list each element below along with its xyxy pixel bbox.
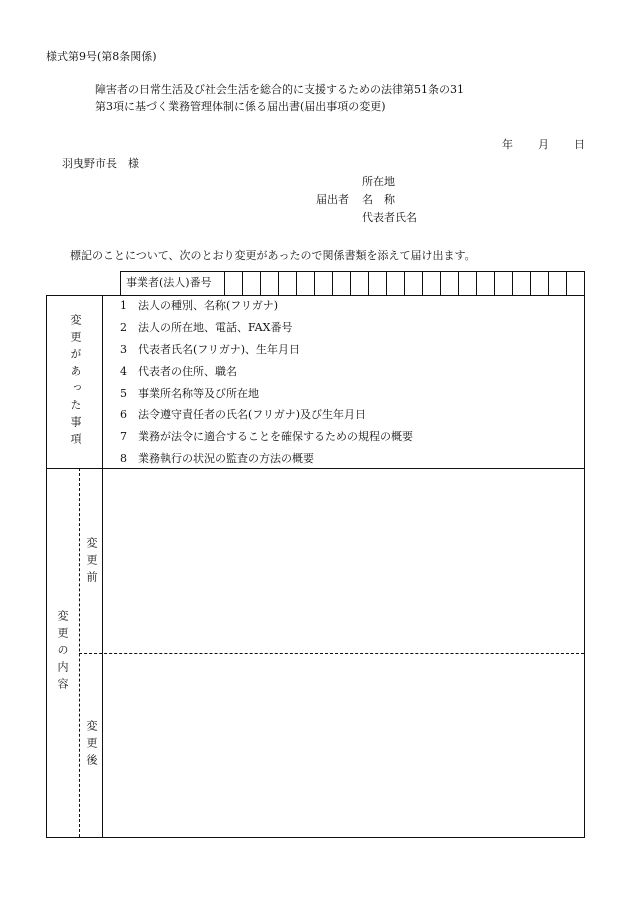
business-number-digit-box[interactable] (530, 271, 549, 295)
before-content-area[interactable] (103, 469, 583, 652)
form-number: 様式第9号(第8条関係) (46, 50, 157, 63)
business-number-digit-box[interactable] (566, 271, 585, 295)
business-number-digit-box[interactable] (458, 271, 477, 295)
list-item[interactable]: 6 法令遵守責任者の氏名(フリガナ)及び生年月日 (120, 408, 367, 421)
date-day: 日 (574, 138, 585, 151)
intro-text: 標記のことについて、次のとおり変更があったので関係書類を添えて届け出ます。 (70, 249, 476, 262)
list-item[interactable]: 5 事業所名称等及び所在地 (120, 387, 259, 400)
table-right-border (584, 271, 585, 838)
business-number-digit-box[interactable] (278, 271, 297, 295)
before-label: 変更前 (85, 537, 98, 588)
business-number-digit-box[interactable] (224, 271, 243, 295)
date-year: 年 (502, 138, 513, 151)
title-line-2: 第3項に基づく業務管理体制に係る届出書(届出事項の変更) (95, 100, 386, 113)
applicant-rep-label: 代表者氏名 (362, 211, 417, 224)
business-number-digit-box[interactable] (350, 271, 369, 295)
business-number-label: 事業者(法人)番号 (126, 276, 212, 289)
list-item[interactable]: 4 代表者の住所、職名 (120, 365, 237, 378)
business-number-digit-box[interactable] (242, 271, 261, 295)
business-number-digit-box[interactable] (314, 271, 333, 295)
after-label: 変更後 (85, 720, 98, 771)
content-dashed-horizontal (79, 653, 584, 654)
list-item[interactable]: 7 業務が法令に適合することを確保するための規程の概要 (120, 430, 413, 443)
table-top-border (46, 295, 584, 296)
business-number-digit-box[interactable] (332, 271, 351, 295)
applicant-address-label: 所在地 (362, 175, 395, 188)
applicant-name-label: 名 称 (362, 193, 395, 206)
list-item[interactable]: 3 代表者氏名(フリガナ)、生年月日 (120, 343, 301, 356)
business-number-digit-box[interactable] (296, 271, 315, 295)
business-number-digit-box[interactable] (422, 271, 441, 295)
business-number-digit-box[interactable] (260, 271, 279, 295)
business-number-digit-box[interactable] (494, 271, 513, 295)
list-item[interactable]: 8 業務執行の状況の監査の方法の概要 (120, 452, 314, 465)
list-item[interactable]: 2 法人の所在地、電話、FAX番号 (120, 321, 293, 334)
business-number-digit-box[interactable] (440, 271, 459, 295)
after-content-area[interactable] (103, 655, 583, 836)
title-line-1: 障害者の日常生活及び社会生活を総合的に支援するための法律第51条の31 (95, 83, 464, 96)
business-number-digit-box[interactable] (404, 271, 423, 295)
date-month: 月 (538, 138, 549, 151)
business-number-digit-box[interactable] (476, 271, 495, 295)
business-number-digit-box[interactable] (386, 271, 405, 295)
table-bottom-border (46, 837, 584, 838)
addressee: 羽曳野市長 様 (62, 157, 139, 170)
business-number-digit-box[interactable] (368, 271, 387, 295)
business-number-digit-box[interactable] (548, 271, 567, 295)
table-left-border (46, 295, 47, 838)
changed-items-label: 変更があった事項 (69, 314, 82, 450)
list-item[interactable]: 1 法人の種別、名称(フリガナ) (120, 299, 279, 312)
change-content-label: 変更の内容 (56, 610, 69, 695)
business-number-digit-box[interactable] (512, 271, 531, 295)
applicant-label: 届出者 (316, 193, 349, 206)
